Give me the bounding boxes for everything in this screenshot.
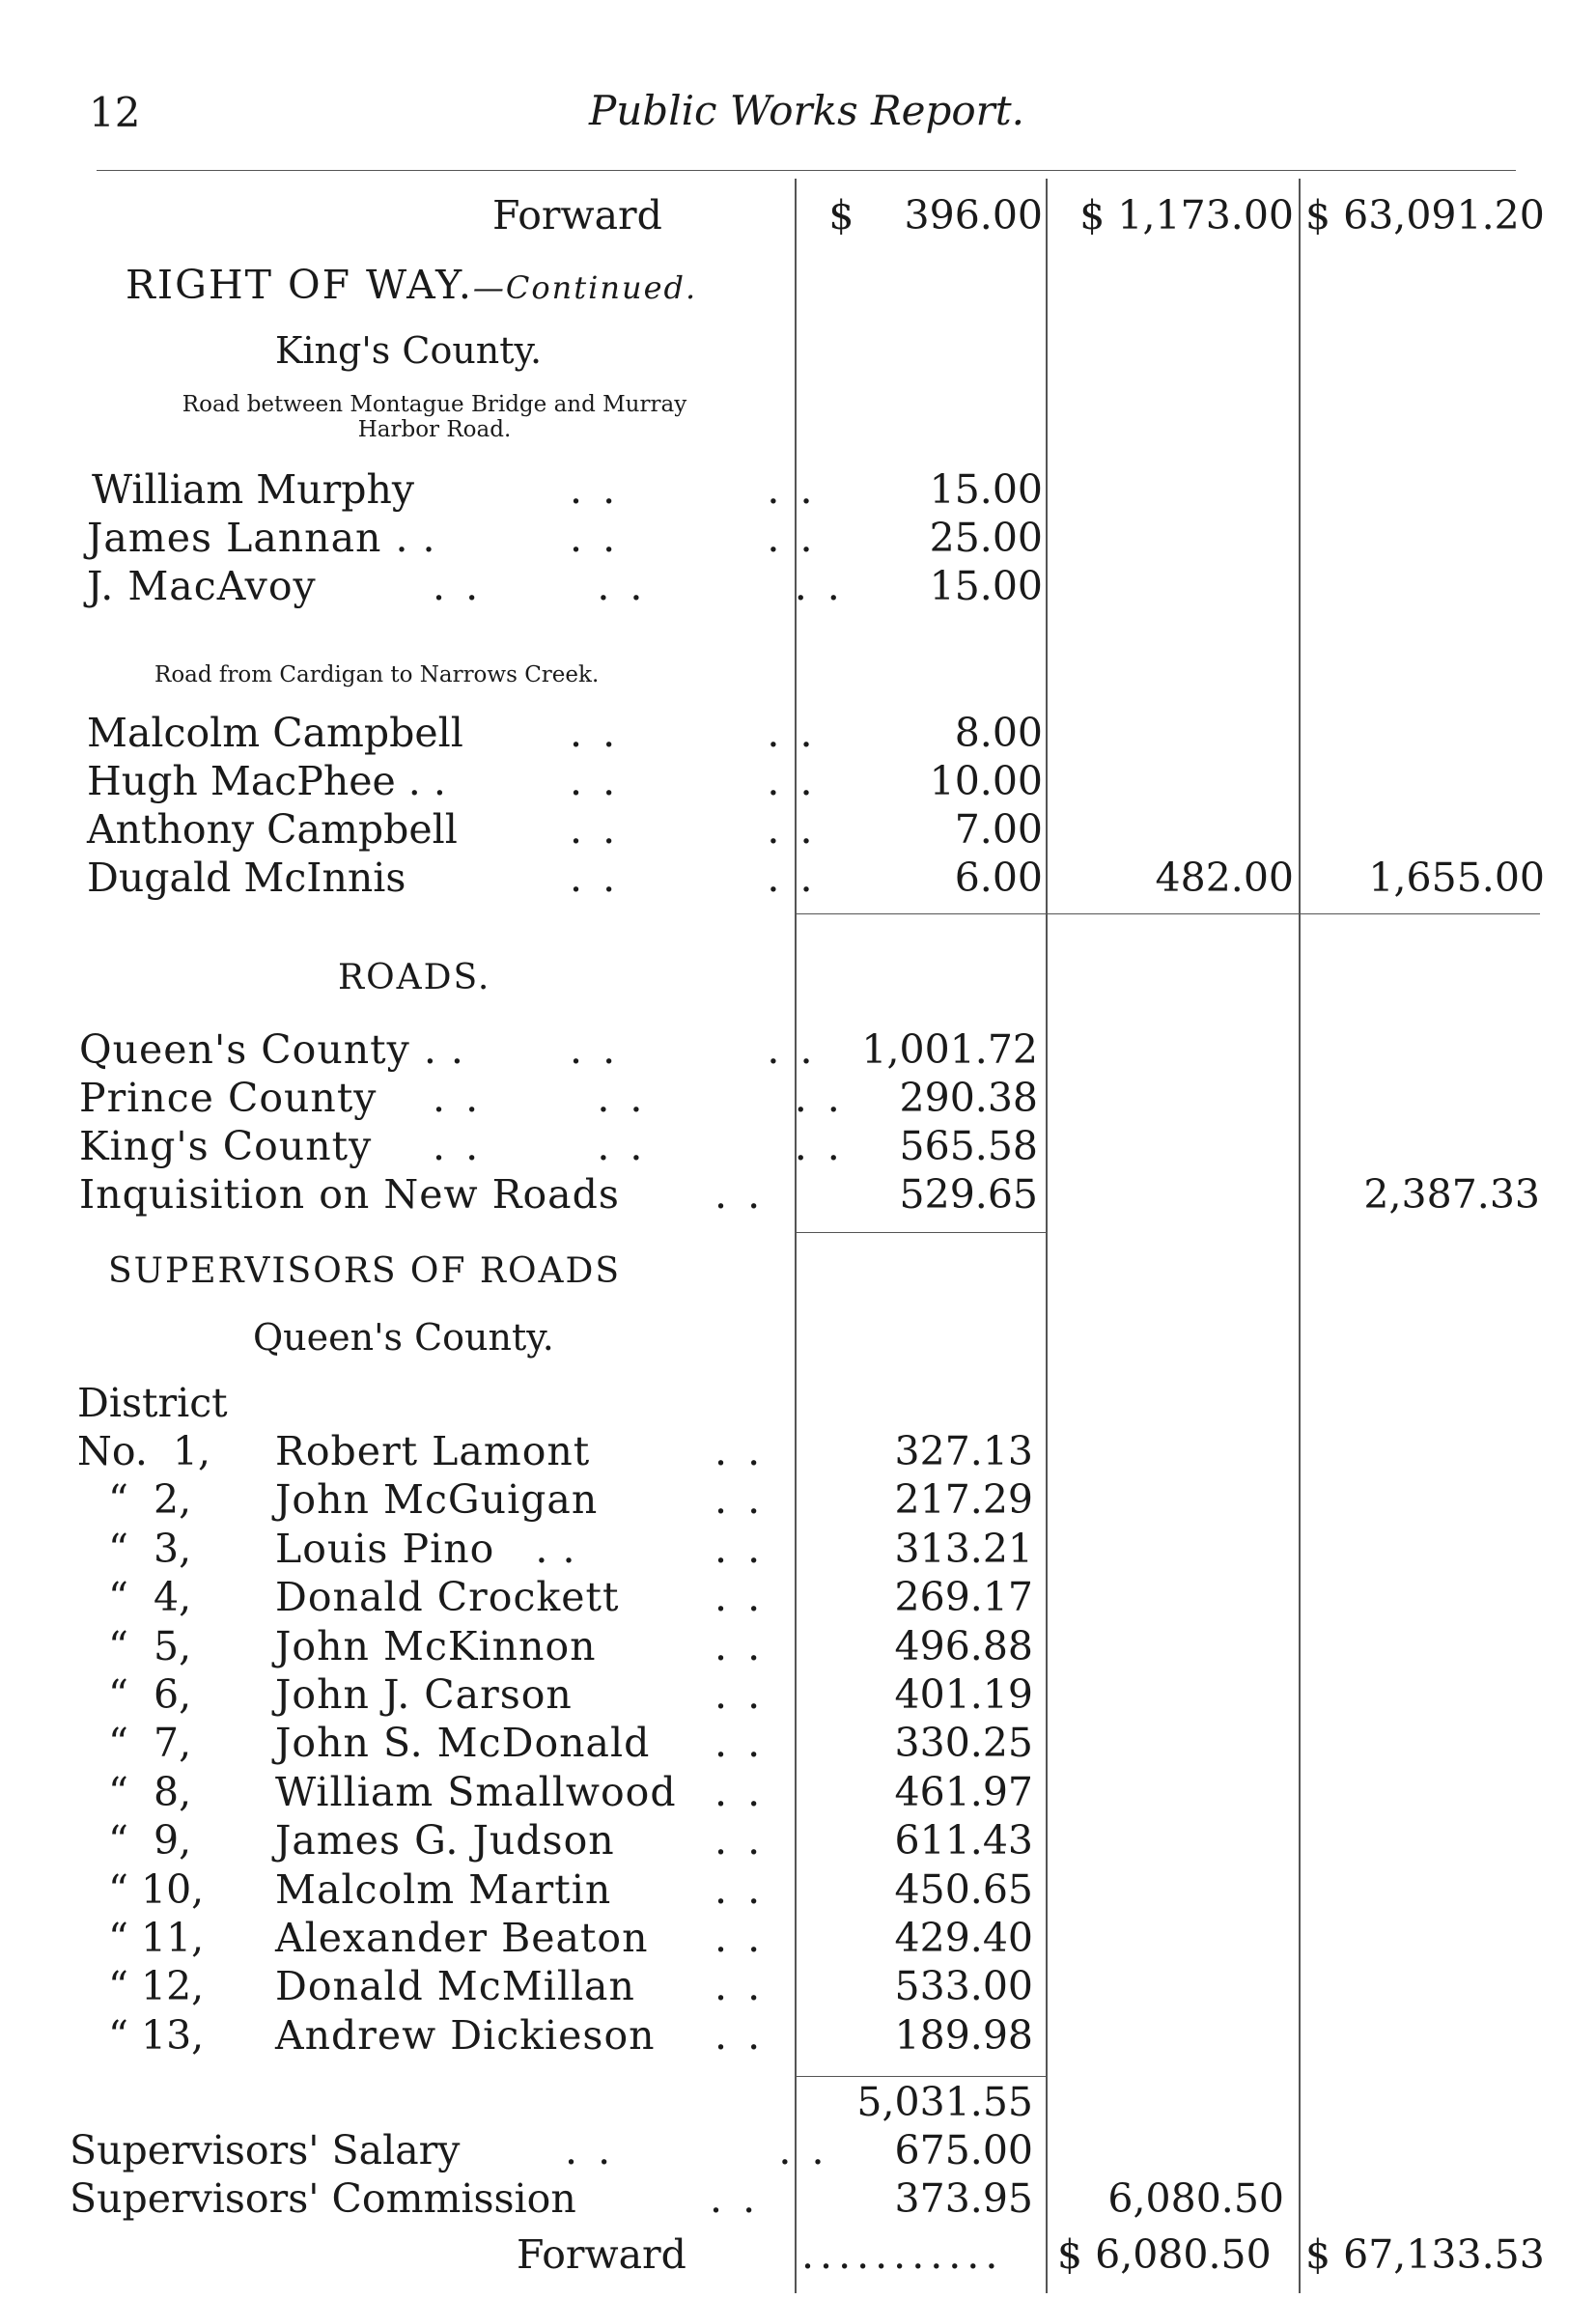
right-of-way-title: RIGHT OF WAY.: [126, 262, 473, 308]
supervisor-amount: 461.97: [894, 1768, 1033, 1815]
leader-dots: . .: [714, 1428, 765, 1474]
supervisor-name: Louis Pino . .: [275, 1525, 576, 1572]
leader-dots: . . . .: [570, 466, 817, 513]
supervisor-amount: 327.13: [894, 1428, 1033, 1474]
leader-dots: . .: [714, 1525, 765, 1572]
leader-dots: . . . .: [570, 758, 817, 804]
supervisor-name: Malcolm Martin: [275, 1865, 612, 1913]
leader-dots: . .: [714, 1622, 765, 1669]
supervisor-amount: 496.88: [894, 1622, 1033, 1669]
supervisor-amount: 313.21: [894, 1525, 1033, 1572]
leader-dots: . .: [714, 1963, 765, 2010]
supervisor-amount: 533.00: [894, 1963, 1033, 2010]
road1-caption: [126, 392, 743, 442]
right-of-way-subtotal-col3: 1,655.00: [1368, 855, 1545, 901]
roads-total-col3: 2,387.33: [1363, 1171, 1540, 1218]
leader-dots: . .: [714, 1768, 765, 1815]
supervisors-subtotal: 5,031.55: [856, 2079, 1033, 2125]
district-number: “ 4,: [108, 1574, 192, 1621]
leader-dots: . .: [714, 1865, 765, 1913]
leader-dots: . . . .: [565, 2127, 828, 2173]
district-number: “ 9,: [108, 1817, 192, 1864]
page-number: 12: [89, 89, 141, 136]
leader-dots: . .: [714, 1671, 765, 1718]
road2-row: Malcolm Campbell: [87, 710, 463, 756]
leader-dots: . . . .: [570, 855, 817, 901]
supervisor-amount: 401.19: [894, 1671, 1033, 1718]
supervisor-amount: 330.25: [894, 1720, 1033, 1767]
road2-caption: Road from Cardigan to Narrows Creek.: [154, 662, 600, 687]
supervisor-amount: 611.43: [894, 1817, 1033, 1864]
district-number: “ 6,: [108, 1671, 192, 1718]
road1-amount: 25.00: [929, 515, 1043, 561]
leader-dots: . . . . . .: [433, 563, 844, 609]
leader-dots: . .: [714, 1817, 765, 1864]
header-rule: [97, 170, 1516, 171]
forward-label-top: Forward: [492, 192, 662, 238]
queens-county-heading: Queen's County.: [253, 1316, 554, 1359]
leader-dots: . .: [714, 1476, 765, 1524]
leader-dots: . . . . . .: [433, 1075, 844, 1121]
roads-row: Queen's County . .: [79, 1026, 464, 1073]
salary-amount: 675.00: [894, 2127, 1033, 2173]
road2-amount: 10.00: [929, 758, 1043, 804]
supervisor-name: William Smallwood: [275, 1768, 677, 1815]
leader-dots: . .: [710, 2175, 760, 2222]
forward-top-col3: $ 63,091.20: [1305, 192, 1545, 238]
salary-label: Supervisors' Salary: [70, 2127, 461, 2173]
leader-dots: . . . .: [570, 806, 817, 853]
supervisor-name: John McGuigan: [275, 1476, 599, 1524]
road1-row: James Lannan . .: [87, 515, 436, 561]
district-number: “ 12,: [108, 1963, 205, 2010]
page-title: Public Works Report.: [589, 87, 1024, 134]
supervisor-name: Donald Crockett: [275, 1574, 620, 1621]
supervisor-amount: 450.65: [894, 1865, 1033, 1913]
supervisor-name: John McKinnon: [275, 1622, 597, 1669]
road1-row: William Murphy: [92, 466, 415, 513]
supervisor-name: Donald McMillan: [275, 1963, 635, 2010]
right-of-way-subtotal-col2: 482.00: [1155, 855, 1294, 901]
column-rule-3: [1299, 179, 1301, 2293]
forward-bottom-col2: $ 6,080.50: [1057, 2231, 1272, 2278]
road2-amount: 8.00: [954, 710, 1043, 756]
supervisor-name: Andrew Dickieson: [275, 2011, 656, 2059]
kings-county-heading: King's County.: [275, 329, 543, 372]
leader-dots: . . . . . .: [433, 1123, 844, 1169]
commission-label: Supervisors' Commission: [70, 2175, 576, 2222]
road1-amount: 15.00: [929, 563, 1043, 609]
district-number: “ 2,: [108, 1476, 192, 1524]
supervisor-name: James G. Judson: [275, 1817, 615, 1864]
supervisor-name: John S. McDonald: [275, 1720, 651, 1767]
leader-dots: . .: [714, 1574, 765, 1621]
district-number: “ 5,: [108, 1622, 192, 1669]
district-number: “ 13,: [108, 2011, 205, 2059]
forward-top-col2: $ 1,173.00: [1079, 192, 1294, 238]
roads-amount: 529.65: [899, 1171, 1038, 1218]
supervisor-name: Alexander Beaton: [275, 1915, 649, 1961]
forward-top-col1: $ 396.00: [828, 192, 1043, 238]
leader-dots: . .: [714, 2011, 765, 2059]
district-number: No. 1,: [77, 1428, 211, 1474]
commission-amount: 373.95: [894, 2175, 1033, 2222]
leader-dots: . .: [714, 1171, 765, 1218]
supervisor-amount: 269.17: [894, 1574, 1033, 1621]
roads-row: Prince County: [79, 1075, 378, 1121]
leader-dots: . . . .: [570, 710, 817, 756]
forward-leader-dots: ...........: [801, 2231, 1004, 2278]
road1-row: J. MacAvoy: [87, 563, 317, 609]
roads-amount: 290.38: [899, 1075, 1038, 1121]
supervisor-amount: 217.29: [894, 1476, 1033, 1524]
road1-amount: 15.00: [929, 466, 1043, 513]
leader-dots: . . . .: [570, 1026, 817, 1073]
subtotal-rule: [795, 2076, 1048, 2077]
district-number: “ 11,: [108, 1915, 205, 1961]
road2-amount: 6.00: [954, 855, 1043, 901]
road2-row: Hugh MacPhee . .: [87, 758, 446, 804]
district-label: District: [77, 1380, 228, 1426]
road2-row: Anthony Campbell: [87, 806, 458, 853]
section-rule: [795, 913, 1048, 914]
continued-note: —Continued.: [472, 269, 698, 306]
supervisor-amount: 189.98: [894, 2011, 1033, 2059]
roads-heading: ROADS.: [338, 958, 491, 997]
road1-line1: Road between Montague Bridge and Murray: [182, 392, 687, 417]
roads-row: King's County: [79, 1123, 373, 1169]
section-rule: [1046, 913, 1299, 914]
section-rule: [1299, 913, 1540, 914]
supervisor-name: Robert Lamont: [275, 1428, 591, 1474]
district-number: “ 7,: [108, 1720, 192, 1767]
column-rule-2: [1046, 179, 1048, 2293]
right-of-way-heading: [126, 261, 697, 312]
forward-label-bottom: Forward: [517, 2231, 686, 2278]
supervisors-total-col2: 6,080.50: [1107, 2175, 1284, 2222]
supervisors-heading: SUPERVISORS OF ROADS: [108, 1251, 622, 1291]
leader-dots: . .: [714, 1915, 765, 1961]
roads-amount: 1,001.72: [861, 1026, 1038, 1073]
supervisor-name: John J. Carson: [275, 1671, 573, 1718]
district-number: “ 10,: [108, 1865, 205, 1913]
road1-line2: Harbor Road.: [357, 417, 512, 442]
leader-dots: . .: [714, 1720, 765, 1767]
roads-amount: 565.58: [899, 1123, 1038, 1169]
forward-bottom-col3: $ 67,133.53: [1305, 2231, 1545, 2278]
district-number: “ 3,: [108, 1525, 192, 1572]
road2-amount: 7.00: [954, 806, 1043, 853]
roads-row: Inquisition on New Roads: [79, 1171, 620, 1218]
road2-row: Dugald McInnis: [87, 855, 406, 901]
district-number: “ 8,: [108, 1768, 192, 1815]
section-rule: [795, 1232, 1048, 1233]
leader-dots: . . . .: [570, 515, 817, 561]
supervisor-amount: 429.40: [894, 1915, 1033, 1961]
